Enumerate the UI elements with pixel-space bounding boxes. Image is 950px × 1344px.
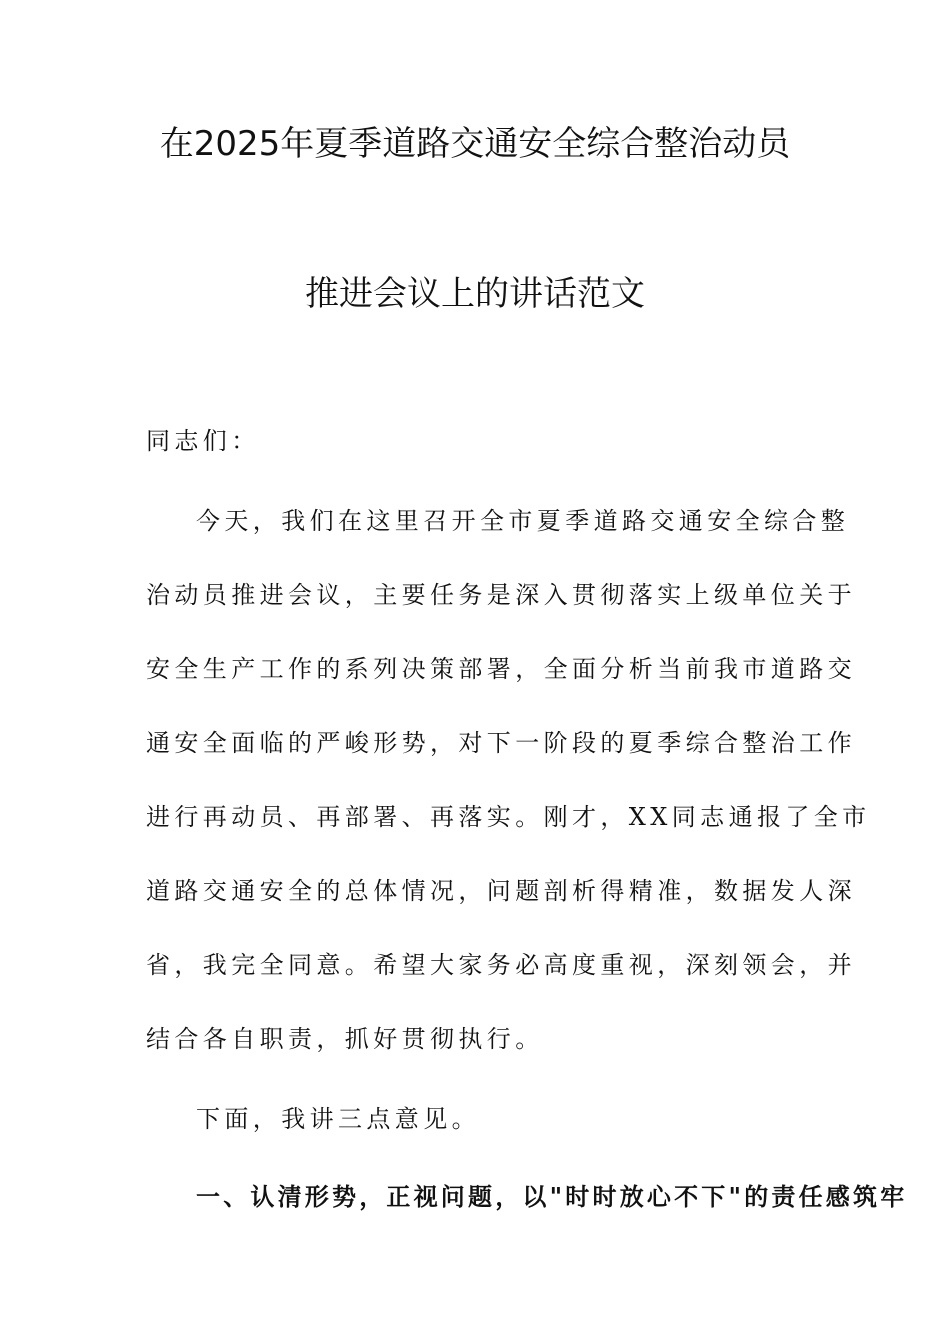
section-heading-1: 一、认清形势，正视问题，以"时时放心不下"的责任感筑牢	[196, 1182, 908, 1211]
document-title-line-2: 推进会议上的讲话范文	[305, 274, 645, 314]
paragraph-1-line-8: 结合各自职责，抓好贯彻执行。	[146, 1025, 544, 1053]
paragraph-1-line-7: 省，我完全同意。希望大家务必高度重视，深刻领会，并	[146, 951, 856, 979]
paragraph-1-line-5: 进行再动员、再部署、再落实。刚才，XX同志通报了全市	[146, 803, 871, 831]
paragraph-2: 下面，我讲三点意见。	[196, 1105, 480, 1133]
paragraph-1-line-2: 治动员推进会议，主要任务是深入贯彻落实上级单位关于	[146, 581, 856, 609]
paragraph-1-line-6: 道路交通安全的总体情况，问题剖析得精准，数据发人深	[146, 877, 856, 905]
paragraph-1-line-3: 安全生产工作的系列决策部署，全面分析当前我市道路交	[146, 655, 856, 683]
paragraph-1-line-1: 今天，我们在这里召开全市夏季道路交通安全综合整	[196, 507, 850, 535]
document-title-line-1: 在2025年夏季道路交通安全综合整治动员	[159, 124, 791, 164]
paragraph-1-line-4: 通安全面临的严峻形势，对下一阶段的夏季综合整治工作	[146, 729, 856, 757]
salutation: 同志们：	[146, 427, 260, 455]
